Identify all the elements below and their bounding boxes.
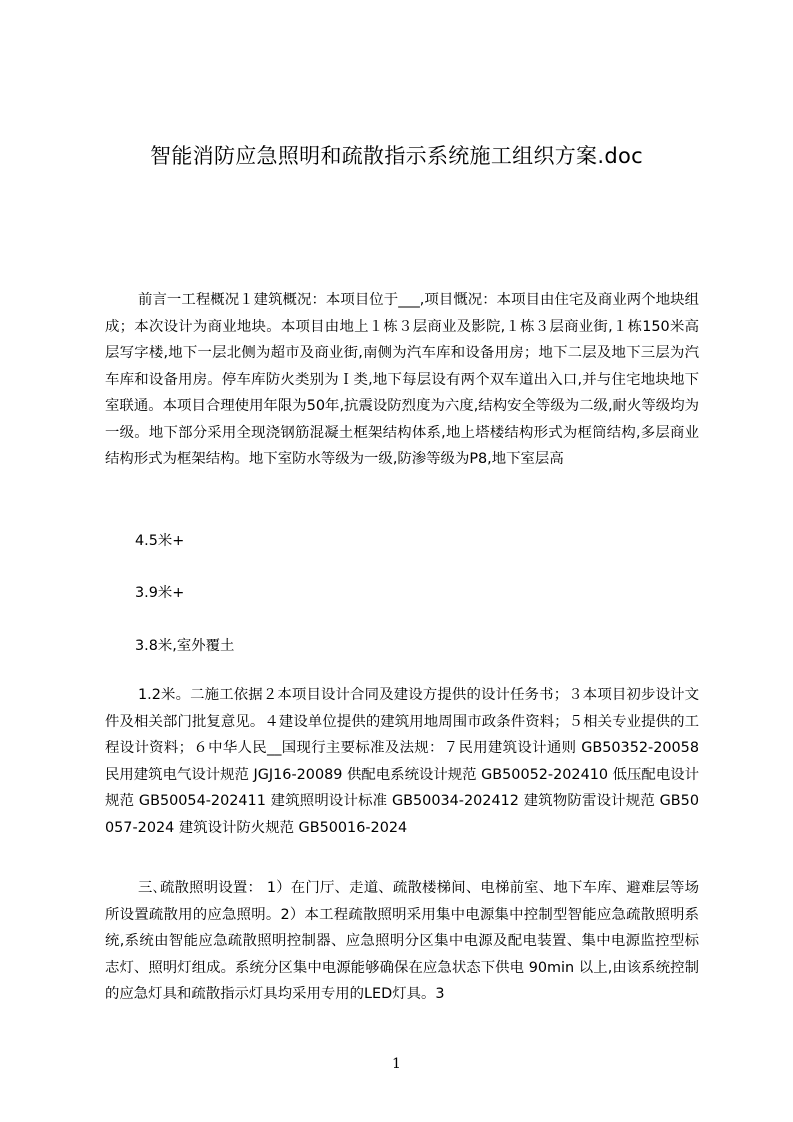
paragraph-project-overview: 前言一工程概况１建筑概况：本项目位于___,项目慨况：本项目由住宅及商业两个地块组成；本次设计为商业地块。本项目由地上１栋３层商业及影院,１栋３层商业街,１栋150米高层写字楼,地下一层北侧为超市及商业街,南侧为汽车库和设备用房；地下二层及地下三层为汽车库和设备用房。停车库防火类别为Ｉ类,地下每层设有两个双车道出入口,并与住宅地块地下室联通。本项目合理使用年限为50年,抗震设防烈度为六度,结构安全等级为二级,耐火等级均为一级。地下部分采用全现浇钢筋混凝土框架结构体系,地上塔楼结构形式为框筒结构,多层商业结构形式为框架结构。地下室防水等级为一级,防渗等级为P8,地下室层高 [105, 292, 699, 467]
paragraph-evacuation-lighting: 三､疏散照明设置： 1）在门厅、走道、疏散楼梯间、电梯前室、地下车库、避难层等场所设置疏散用的应急照明。2）本工程疏散照明采用集中电源集中控制型智能应急疏散照明系统,系统由智能应急疏散照明控制器、应急照明分区集中电源及配电装置、集中电源监控型标志灯、照明灯组成。系统分区集中电源能够确保在应急状态下供电 90min 以上,由该系统控制的应急灯具和疏散指示灯具均采用专用的LED灯具。3 [105, 880, 699, 1002]
document-title: 智能消防应急照明和疏散指示系统施工组织方案.doc [150, 144, 643, 168]
page-number: 1 [392, 1056, 401, 1072]
paragraph-floor-height-3: 3.8米,室外覆土 [135, 638, 235, 654]
paragraph-floor-height-2: 3.9米+ [135, 585, 185, 601]
paragraph-construction-basis: 1.2米。二施工依据２本项目设计合同及建设方提供的设计任务书；３本项目初步设计文件及相关部门批复意见。４建设单位提供的建筑用地周围市政条件资料；５相关专业提供的工程设计资料；６中华人民__国现行主要标准及法规：７民用建筑设计通则 GB50352-20058 民用建筑电气设计规范 JGJ16-20089 供配电系统设计规范 GB50052-202410 低压配电设计规范 GB50054-202411 建筑照明设计标准 GB50034-202412 建筑物防雷设计规范 GB50057-2024 建筑设计防火规范 GB50016-2024 [105, 687, 699, 836]
paragraph-floor-height-1: 4.5米+ [135, 533, 185, 549]
